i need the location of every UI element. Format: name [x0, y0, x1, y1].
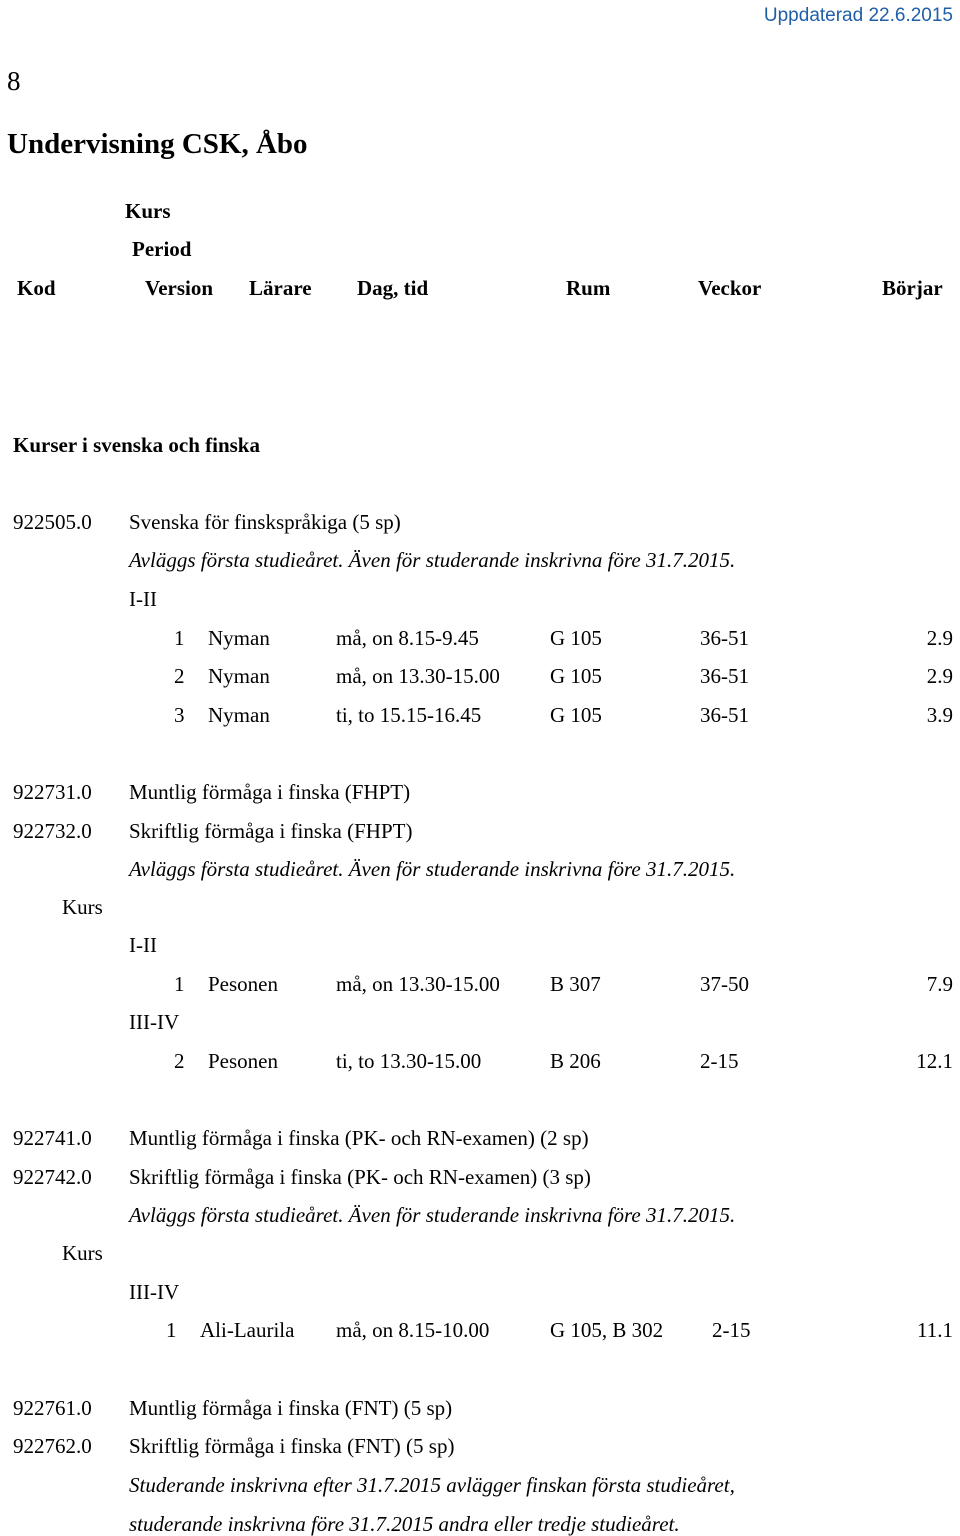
- course-code: 922505.0: [13, 510, 92, 534]
- section-title: Kurser i svenska och finska: [13, 433, 260, 457]
- header-larare: Lärare: [249, 276, 312, 300]
- weeks: 37-50: [700, 972, 749, 996]
- header-veckor: Veckor: [698, 276, 762, 300]
- version-number: 2: [174, 1049, 185, 1073]
- period-label: III-IV: [129, 1280, 180, 1304]
- page-title: Undervisning CSK, Åbo: [7, 128, 308, 160]
- version-number: 2: [174, 664, 185, 688]
- course-code: 922732.0: [13, 819, 92, 843]
- course-note: Avläggs första studieåret. Även för studerande inskrivna före 31.7.2015.: [129, 857, 736, 881]
- course-name: Skriftlig förmåga i finska (PK- och RN-examen) (3 sp): [129, 1165, 591, 1189]
- period-label: I-II: [129, 933, 157, 957]
- day-time: må, on 8.15-10.00: [336, 1318, 490, 1342]
- day-time: må, on 13.30-15.00: [336, 664, 500, 688]
- room: G 105: [550, 703, 602, 727]
- day-time: ti, to 15.15-16.45: [336, 703, 482, 727]
- course-code: 922762.0: [13, 1434, 92, 1458]
- version-number: 1: [174, 626, 185, 650]
- kurs-label: Kurs: [62, 895, 103, 919]
- weeks: 36-51: [700, 664, 749, 688]
- start-date: 7.9: [926, 972, 953, 996]
- header-rum: Rum: [566, 276, 611, 300]
- teacher: Nyman: [208, 626, 270, 650]
- course-note: Avläggs första studieåret. Även för studerande inskrivna före 31.7.2015.: [129, 548, 736, 572]
- weeks: 2-15: [700, 1049, 739, 1073]
- period-label: I-II: [129, 587, 157, 611]
- header-version: Version: [145, 276, 214, 300]
- course-name: Muntlig förmåga i finska (FNT) (5 sp): [129, 1396, 453, 1420]
- teacher: Ali-Laurila: [200, 1318, 295, 1342]
- course-code: 922742.0: [13, 1165, 92, 1189]
- course-name: Svenska för finskspråkiga (5 sp): [129, 510, 401, 534]
- updated-date: Uppdaterad 22.6.2015: [763, 5, 953, 26]
- weeks: 2-15: [712, 1318, 751, 1342]
- course-note: Studerande inskrivna efter 31.7.2015 avlägger finskan första studieåret,: [129, 1473, 735, 1497]
- teacher: Nyman: [208, 703, 270, 727]
- day-time: ti, to 13.30-15.00: [336, 1049, 482, 1073]
- header-borjar: Börjar: [882, 276, 943, 300]
- header-dag-tid: Dag, tid: [357, 276, 429, 300]
- period-label: III-IV: [129, 1010, 180, 1034]
- start-date: 12.1: [916, 1049, 953, 1073]
- version-number: 3: [174, 703, 185, 727]
- version-number: 1: [174, 972, 185, 996]
- header-kurs: Kurs: [125, 199, 171, 223]
- teacher: Nyman: [208, 664, 270, 688]
- course-name: Skriftlig förmåga i finska (FHPT): [129, 819, 413, 843]
- day-time: må, on 8.15-9.45: [336, 626, 479, 650]
- room: G 105: [550, 664, 602, 688]
- teacher: Pesonen: [208, 1049, 278, 1073]
- course-note: studerande inskrivna före 31.7.2015 andra eller tredje studieåret.: [129, 1512, 680, 1536]
- course-name: Muntlig förmåga i finska (PK- och RN-examen) (2 sp): [129, 1126, 589, 1150]
- weeks: 36-51: [700, 626, 749, 650]
- course-code: 922741.0: [13, 1126, 92, 1150]
- course-code: 922731.0: [13, 780, 92, 804]
- start-date: 2.9: [926, 626, 953, 650]
- room: G 105: [550, 626, 602, 650]
- header-period: Period: [132, 237, 192, 261]
- course-name: Muntlig förmåga i finska (FHPT): [129, 780, 411, 804]
- day-time: må, on 13.30-15.00: [336, 972, 500, 996]
- teacher: Pesonen: [208, 972, 278, 996]
- room: B 206: [550, 1049, 601, 1073]
- room: G 105, B 302: [550, 1318, 664, 1342]
- kurs-label: Kurs: [62, 1241, 103, 1265]
- start-date: 11.1: [917, 1318, 953, 1342]
- weeks: 36-51: [700, 703, 749, 727]
- header-kod: Kod: [17, 276, 56, 300]
- course-name: Skriftlig förmåga i finska (FNT) (5 sp): [129, 1434, 455, 1458]
- page-number: 8: [7, 66, 21, 96]
- course-note: Avläggs första studieåret. Även för studerande inskrivna före 31.7.2015.: [129, 1203, 736, 1227]
- version-number: 1: [166, 1318, 177, 1342]
- room: B 307: [550, 972, 601, 996]
- start-date: 2.9: [926, 664, 953, 688]
- start-date: 3.9: [926, 703, 953, 727]
- course-code: 922761.0: [13, 1396, 92, 1420]
